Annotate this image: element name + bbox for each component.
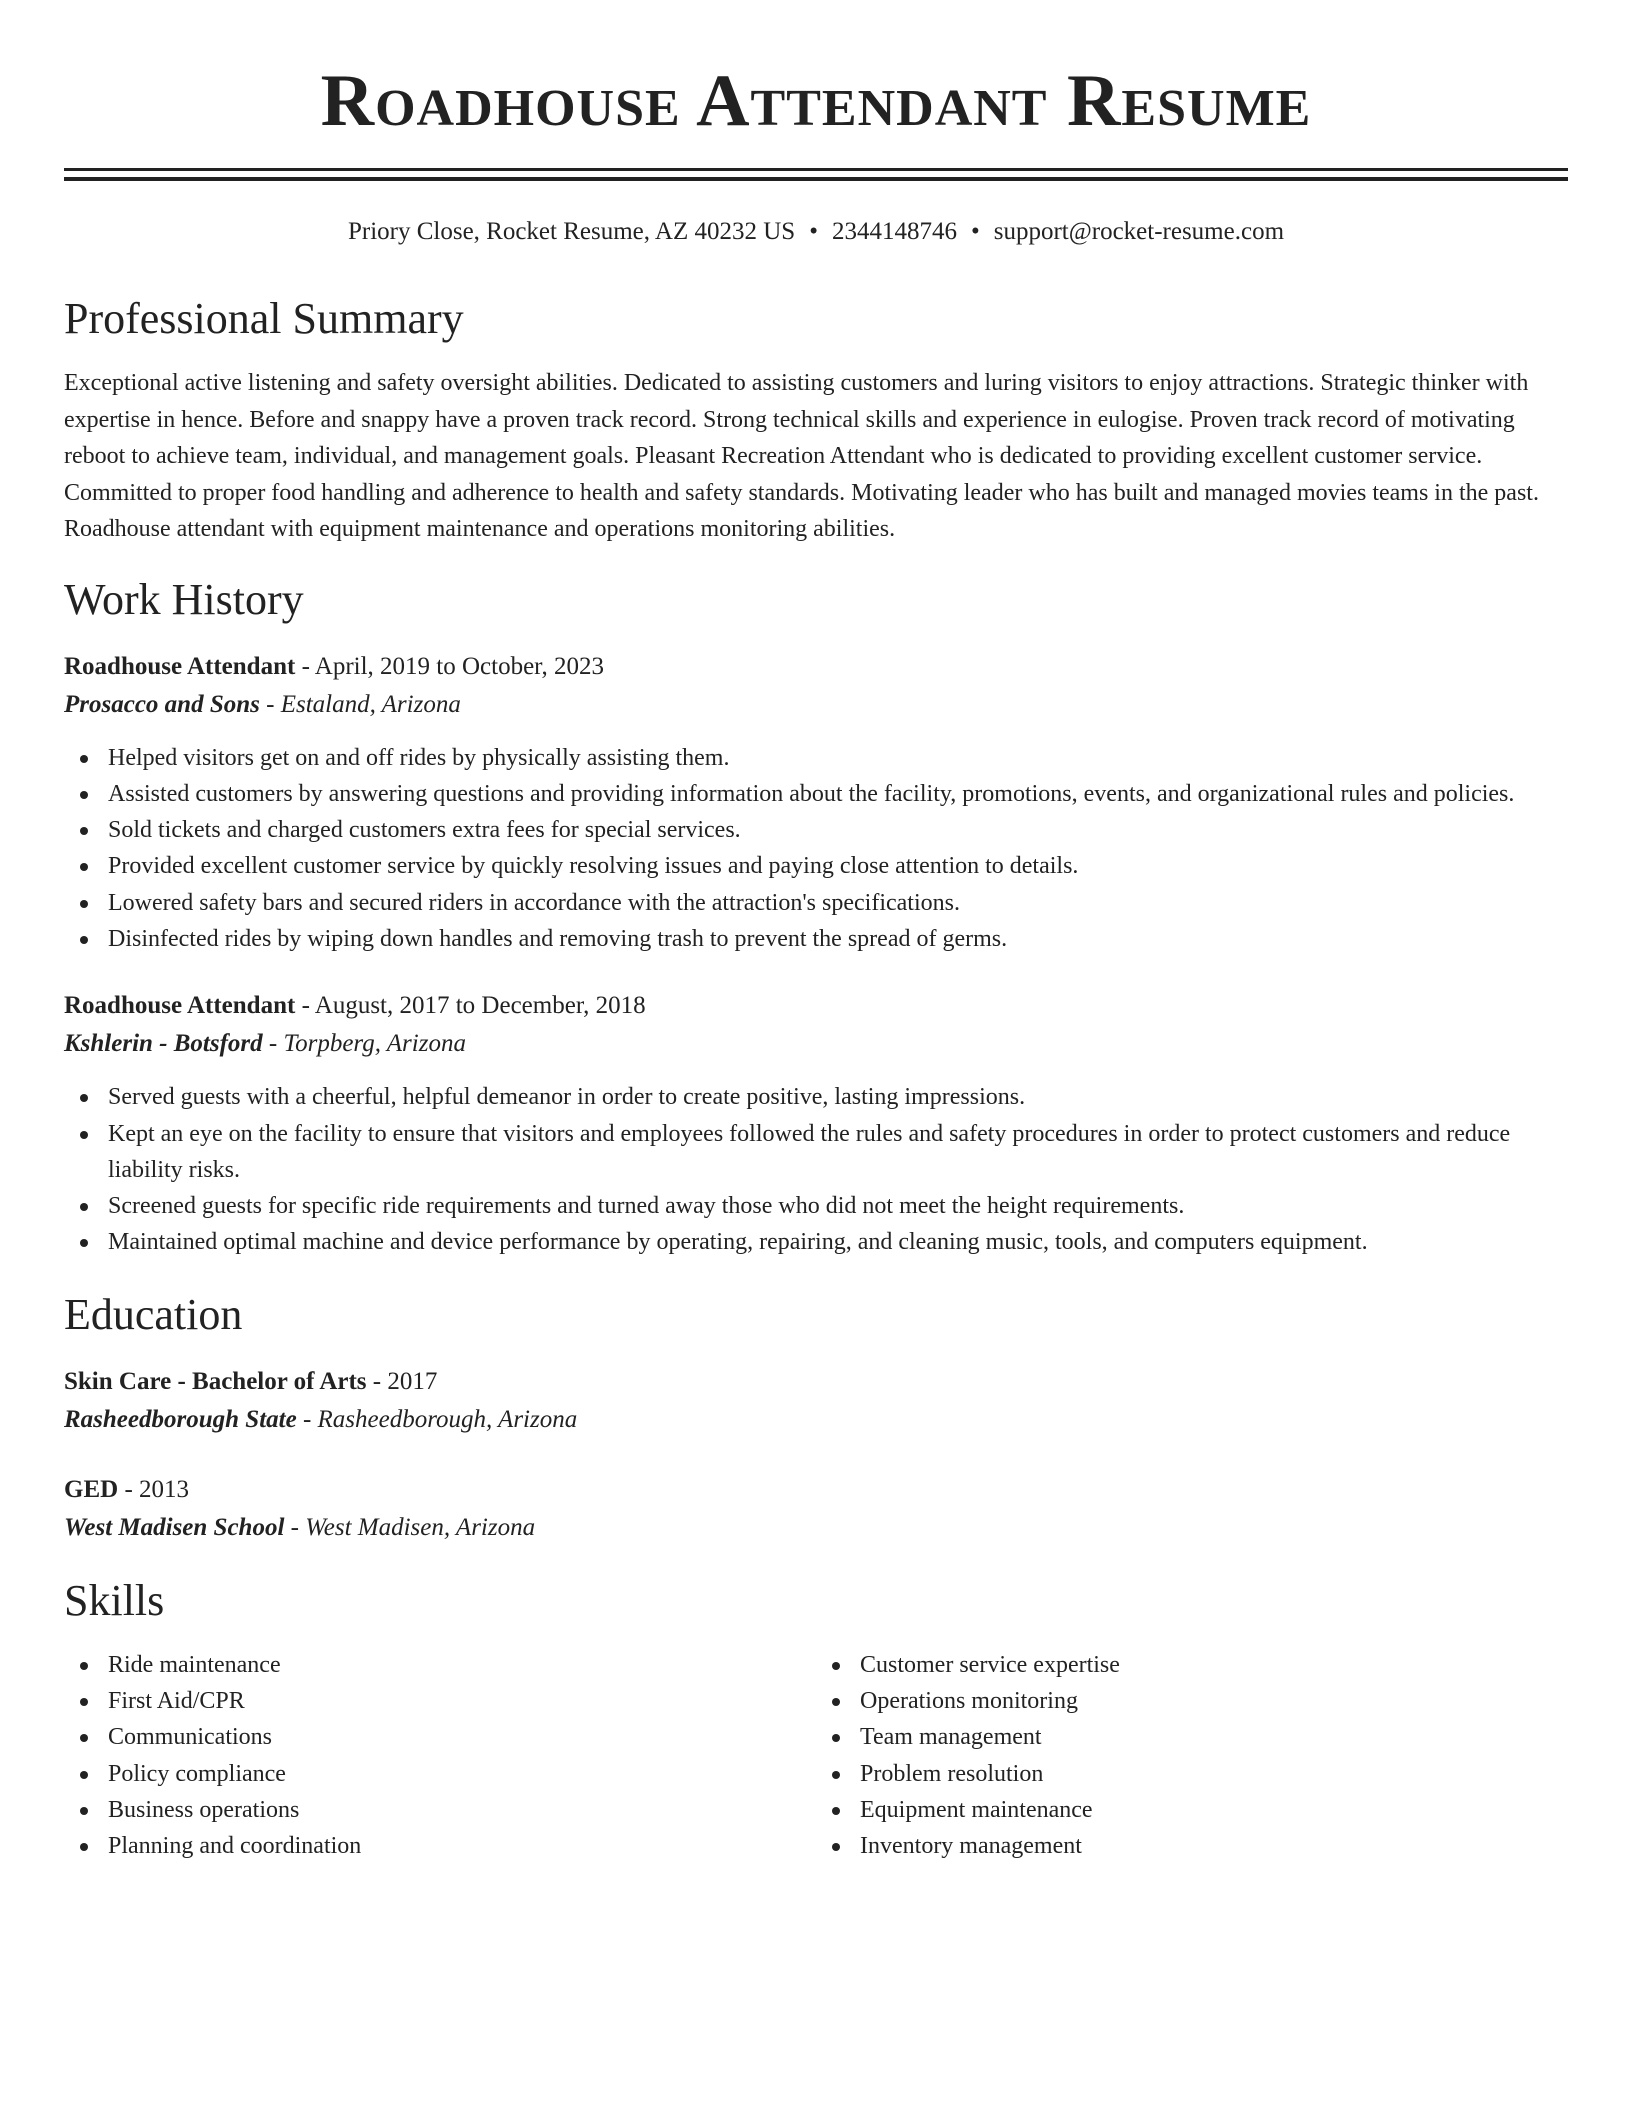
skill-item: Equipment maintenance: [816, 1792, 1568, 1828]
skill-item: Customer service expertise: [816, 1647, 1568, 1683]
contact-email: support@rocket-resume.com: [993, 218, 1285, 245]
job-bullet: Helped visitors get on and off rides by physically assisting them.: [64, 740, 1568, 776]
title-divider-thick: [64, 177, 1568, 181]
job-header: [64, 648, 1568, 686]
job-bullet: Served guests with a cheerful, helpful demeanor in order to create positive, lasting impressions.: [64, 1079, 1568, 1115]
job-bullet: Kept an eye on the facility to ensure that visitors and employees followed the rules and safety procedures in order to protect customers and reduce liability risks.: [64, 1116, 1568, 1189]
section-heading-education: Education: [64, 1289, 243, 1339]
job-bullet: Maintained optimal machine and device performance by operating, repairing, and cleaning music, tools, and computers equipment.: [64, 1224, 1568, 1260]
job-bullet: Disinfected rides by wiping down handles and removing trash to prevent the spread of germs.: [64, 921, 1568, 957]
job-bullets: [64, 740, 1568, 958]
skill-item: First Aid/CPR: [64, 1683, 816, 1719]
skills-list-left: [64, 1647, 816, 1865]
education-entry: [64, 1363, 1568, 1439]
job-company: Kshlerin - Botsford: [64, 1030, 263, 1058]
skill-item: Team management: [816, 1719, 1568, 1755]
section-heading-skills: Skills: [64, 1575, 165, 1625]
job-role: Roadhouse Attendant: [64, 992, 296, 1020]
skills-list-right: [816, 1647, 1568, 1865]
education-entry: [64, 1471, 1568, 1547]
job-employer: [64, 686, 1568, 724]
job-bullet: Lowered safety bars and secured riders in accordance with the attraction's specifications.: [64, 885, 1568, 921]
education-school: Rasheedborough State: [64, 1405, 297, 1433]
job-bullet: Provided excellent customer service by quickly resolving issues and paying close attention to details.: [64, 848, 1568, 884]
job-dates: - August, 2017 to December, 2018: [295, 992, 646, 1020]
skill-item: Business operations: [64, 1792, 816, 1828]
job-location: - Estaland, Arizona: [259, 690, 461, 718]
contact-separator: •: [809, 218, 818, 245]
education-institution: [64, 1509, 1568, 1547]
education-institution: [64, 1401, 1568, 1439]
contact-line: [64, 215, 1568, 249]
education-header: [64, 1471, 1568, 1509]
skill-item: Planning and coordination: [64, 1828, 816, 1864]
contact-separator: •: [970, 218, 980, 245]
title-divider-thin: [64, 168, 1568, 171]
job-entry: [64, 648, 1568, 958]
job-bullet: Assisted customers by answering questions and providing information about the facility, promotions, events, and organizational rules and policies.: [64, 776, 1568, 812]
job-bullets: [64, 1079, 1568, 1260]
education-year: - 2017: [366, 1367, 438, 1395]
education-location: - Rasheedborough, Arizona: [296, 1405, 578, 1433]
skills-columns: [64, 1647, 1568, 1865]
education-year: - 2013: [118, 1475, 190, 1503]
skill-item: Ride maintenance: [64, 1647, 816, 1683]
education-school: West Madisen School: [64, 1513, 285, 1541]
contact-address: Priory Close, Rocket Resume, AZ 40232 US: [347, 218, 796, 245]
job-bullet: Sold tickets and charged customers extra fees for special services.: [64, 812, 1568, 848]
skill-item: Problem resolution: [816, 1756, 1568, 1792]
job-entry: [64, 987, 1568, 1260]
skill-item: Inventory management: [816, 1828, 1568, 1864]
skill-item: Communications: [64, 1719, 816, 1755]
job-role: Roadhouse Attendant: [64, 652, 296, 680]
job-location: - Torpberg, Arizona: [262, 1030, 466, 1058]
job-employer: [64, 1025, 1568, 1063]
education-degree: GED: [64, 1475, 119, 1503]
education-degree: Skin Care - Bachelor of Arts: [64, 1367, 367, 1395]
summary-text: Exceptional active listening and safety oversight abilities. Dedicated to assisting customers and luring visitors to enjoy attractions. Strategic thinker with expertise in hence. Before and snappy have a proven track record. Strong technical skills and experience in eulogise. Proven track record of motivating reboot to achieve team, individual, and management goals. Pleasant Recreation Attendant who is dedicated to providing excellent customer service. Committed to proper food handling and adherence to health and safety standards. Motivating leader who has built and managed movies teams in the past. Roadhouse attendant with equipment maintenance and operations monitoring abilities.: [64, 370, 1539, 542]
job-bullet: Screened guests for specific ride requirements and turned away those who did not meet the height requirements.: [64, 1188, 1568, 1224]
section-heading-work: Work History: [64, 574, 304, 624]
job-company: Prosacco and Sons: [64, 690, 260, 718]
section-heading-summary: Professional Summary: [64, 294, 464, 343]
job-dates: - April, 2019 to October, 2023: [295, 652, 604, 680]
skill-item: Operations monitoring: [816, 1683, 1568, 1719]
contact-phone: 2344148746: [831, 218, 957, 245]
education-location: - West Madisen, Arizona: [284, 1513, 536, 1541]
resume-title: Roadhouse Attendant Resume: [320, 60, 1312, 142]
job-header: [64, 987, 1568, 1025]
education-header: [64, 1363, 1568, 1401]
skill-item: Policy compliance: [64, 1756, 816, 1792]
